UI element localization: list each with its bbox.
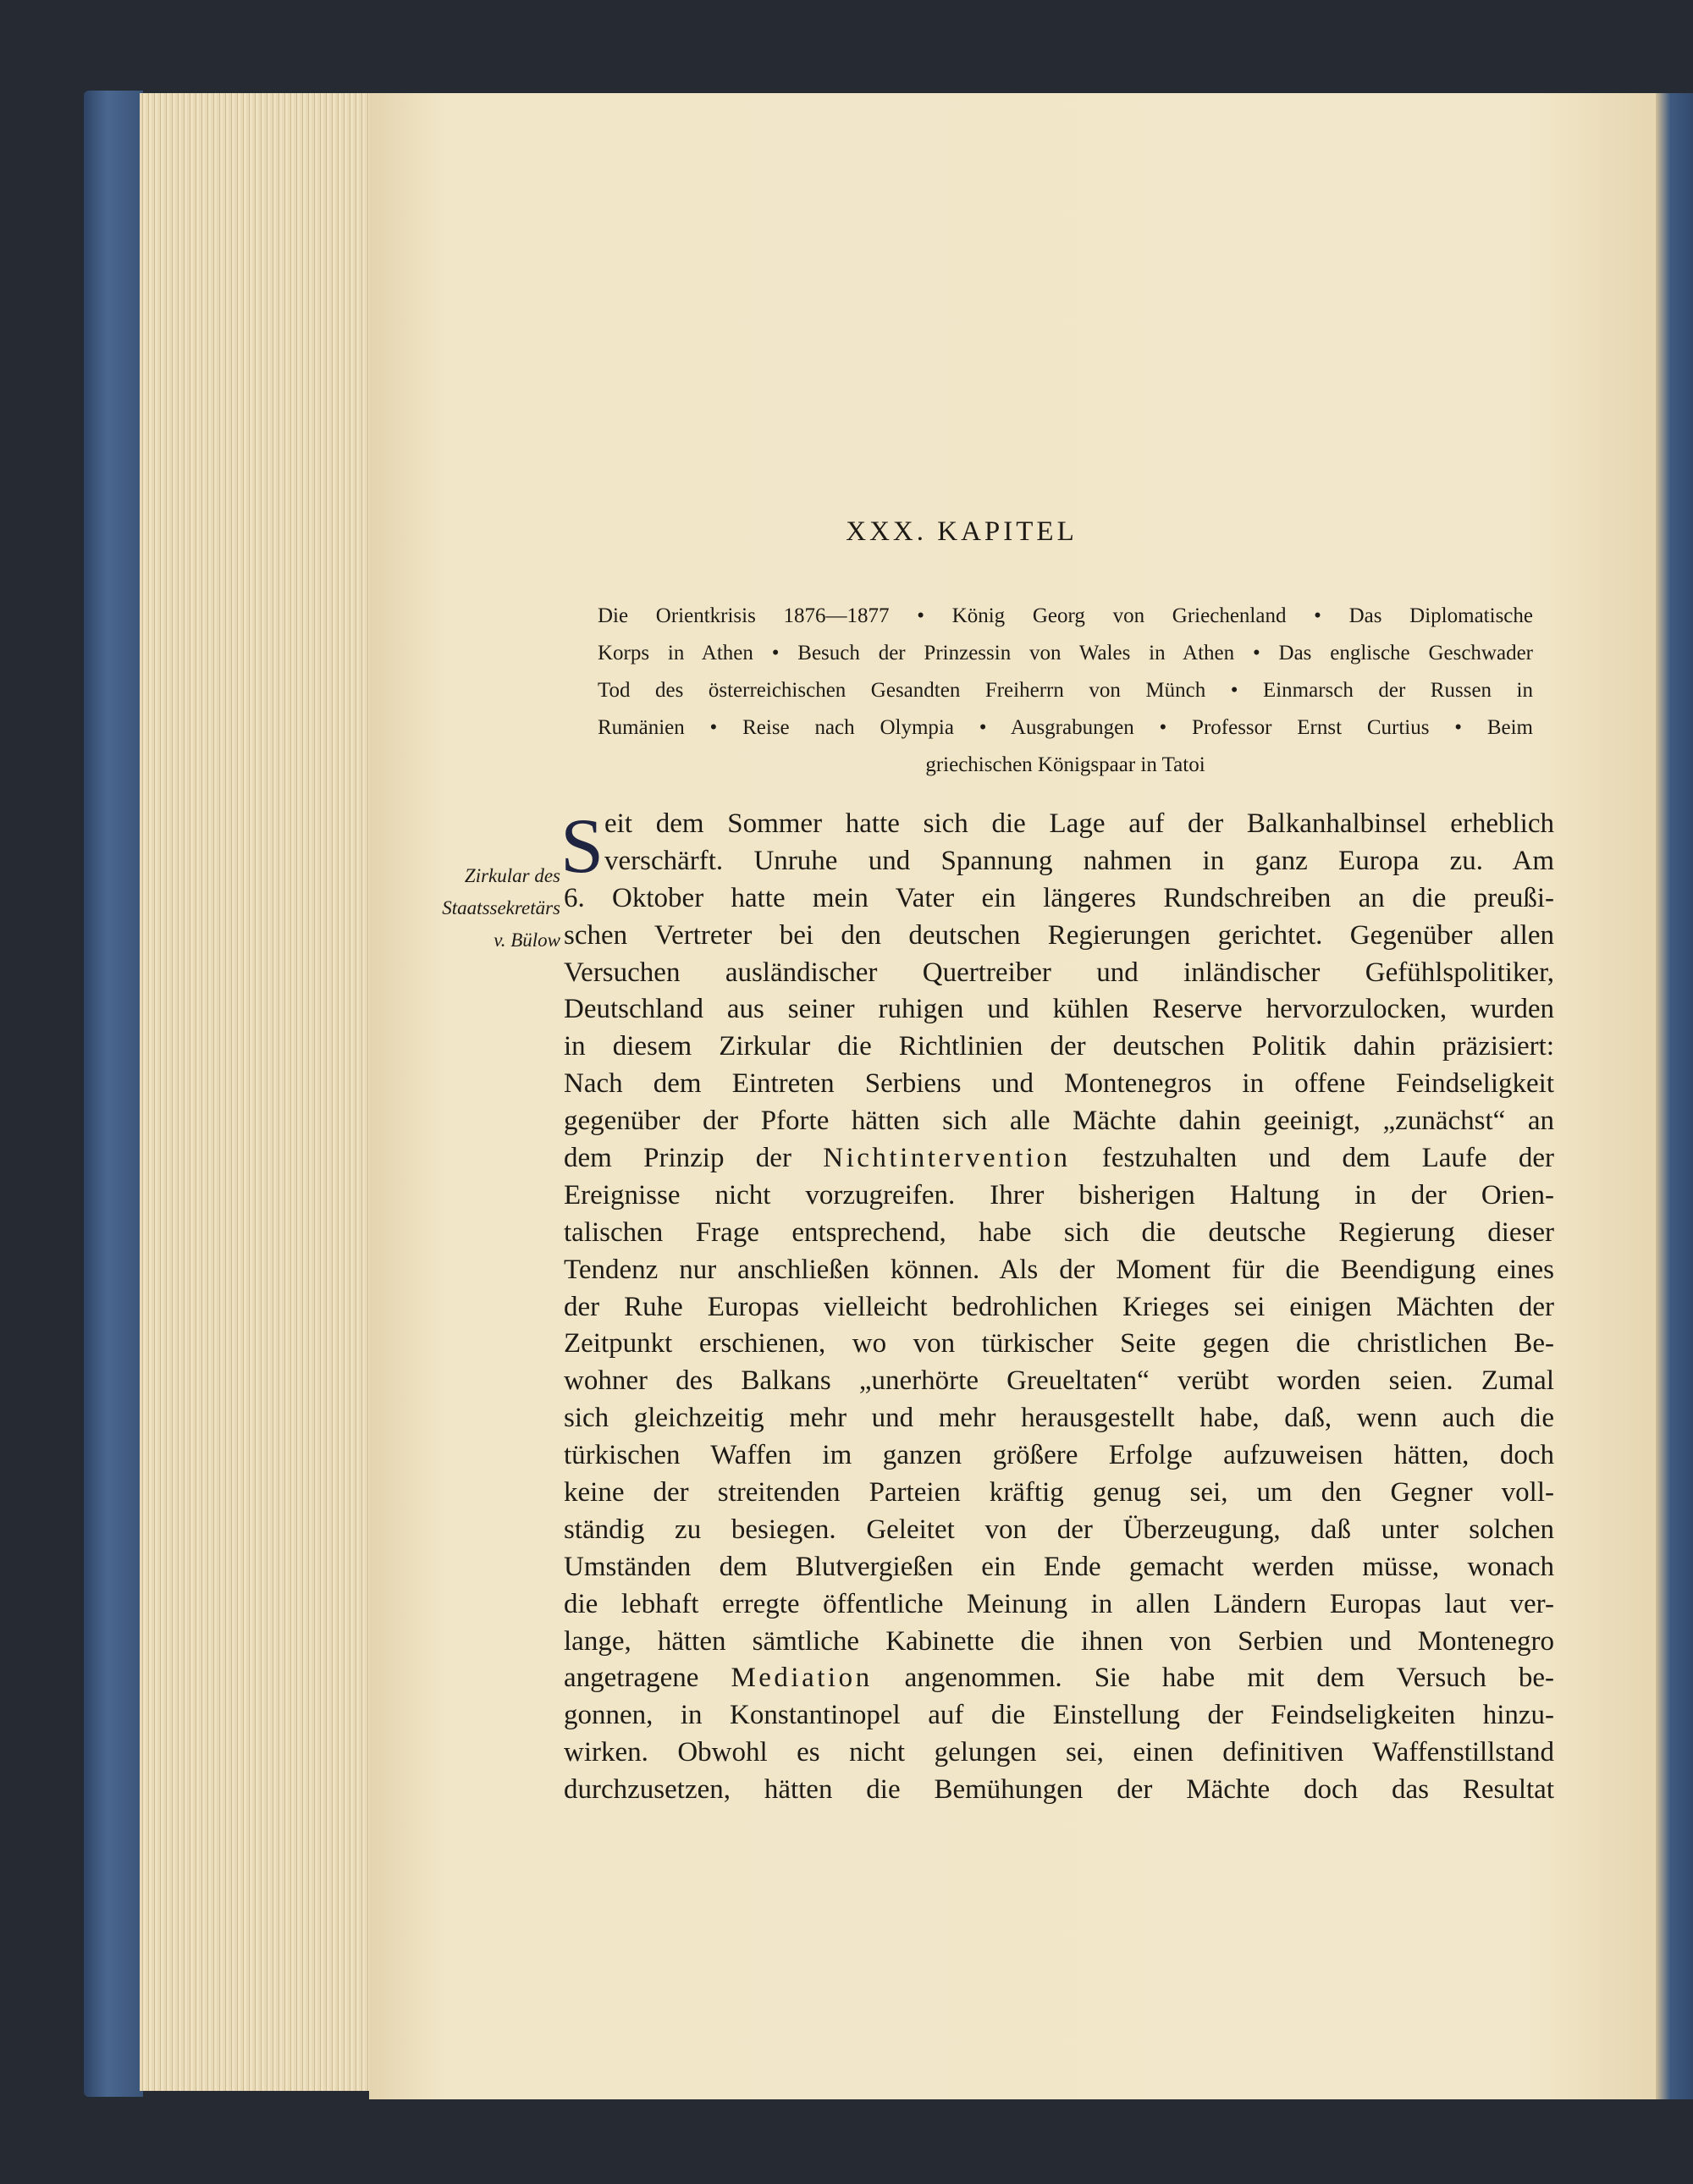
summary-line: Tod des österreichischen Gesandten Freiherrn von Münch • Einmarsch der Russen in	[598, 678, 1533, 702]
margin-note-line: Zirkular des	[464, 865, 560, 886]
line-text: talischen Frage entsprechend, habe sich die deutsche Regierung dieser	[564, 1216, 1554, 1248]
body-line	[564, 955, 1554, 992]
line-text: Umständen dem Blutvergießen ein Ende gemacht werden müsse, wonach	[564, 1551, 1554, 1582]
summary-line: Korps in Athen • Besuch der Prinzessin von Wales in Athen • Das englische Geschwader	[598, 641, 1533, 665]
line-text: angenommen. Sie habe mit dem Versuch be-	[872, 1663, 1554, 1694]
page-edges	[140, 93, 372, 2091]
body-line	[564, 1697, 1554, 1735]
body-line	[564, 1252, 1554, 1289]
body-line	[564, 1326, 1554, 1363]
body-line	[564, 1549, 1554, 1586]
chapter-title: XXX. KAPITEL	[846, 516, 1078, 547]
margin-note-line: Staatssekretärs	[442, 897, 560, 918]
line-text: Zeitpunkt erschienen, wo von türkischer Seite gegen die christlichen Be-	[564, 1328, 1554, 1359]
line-text: wirken. Obwohl es nicht gelungen sei, einen definitiven Waffenstillstand	[564, 1737, 1554, 1768]
line-text: Deutschland aus seiner ruhigen und kühlen Reserve hervorzulocken, wurden	[564, 994, 1554, 1025]
line-text: lange, hätten sämtliche Kabinette die ihnen von Serbien und Montenegro	[564, 1625, 1554, 1657]
body-line	[564, 1066, 1554, 1103]
spaced-emphasis: Nichtintervention	[823, 1143, 1071, 1174]
body-line	[564, 1512, 1554, 1549]
body-line	[564, 806, 1554, 843]
body-line	[564, 1735, 1554, 1772]
body-line	[564, 1215, 1554, 1252]
line-text: sich gleichzeitig mehr und mehr herausgestellt habe, daß, wenn auch die	[564, 1403, 1554, 1434]
body-line	[564, 1177, 1554, 1215]
body-line	[564, 1475, 1554, 1512]
line-text: ständig zu besiegen. Geleitet von der Überzeugung, daß unter solchen	[564, 1514, 1554, 1545]
body-line	[564, 1103, 1554, 1140]
body-line	[564, 918, 1554, 955]
body-line	[564, 1363, 1554, 1400]
body-line	[564, 1400, 1554, 1437]
summary-line: Die Orientkrisis 1876—1877 • König Georg von Griechenland • Das Diplomatische	[598, 604, 1533, 627]
drop-cap: S	[560, 802, 604, 889]
line-text: gegenüber der Pforte hätten sich alle Mächte dahin geeinigt, „zunächst“ an	[564, 1106, 1554, 1137]
line-text: Tendenz nur anschließen können. Als der Moment für die Beendigung eines	[564, 1254, 1554, 1285]
body-text	[560, 802, 1554, 1809]
line-text: der Ruhe Europas vielleicht bedrohlichen Krieges sei einigen Mächten der	[564, 1291, 1554, 1322]
line-text: eit dem Sommer hatte sich die Lage auf der Balkanhalbinsel erheblich	[604, 808, 1554, 839]
summary-line: griechischen Königspaar in Tatoi	[925, 753, 1205, 776]
book-cover-right	[1655, 93, 1693, 2099]
body-line	[564, 991, 1554, 1029]
spaced-emphasis: Mediation	[731, 1663, 873, 1694]
body-line	[564, 1140, 1554, 1177]
body-line	[564, 880, 1554, 918]
margin-note	[403, 860, 560, 957]
line-text: keine der streitenden Parteien kräftig genug sei, um den Gegner voll-	[564, 1477, 1554, 1508]
line-text: angetragene	[564, 1663, 731, 1694]
line-text: verschärft. Unruhe und Spannung nahmen in ganz Europa zu. Am	[604, 845, 1554, 876]
line-text: gonnen, in Konstantinopel auf die Einstellung der Feindseligkeiten hinzu-	[564, 1700, 1554, 1731]
book-page	[369, 93, 1656, 2099]
body-line	[564, 1586, 1554, 1624]
line-text: festzuhalten und dem Laufe der	[1070, 1143, 1554, 1174]
line-text: wohner des Balkans „unerhörte Greueltaten“ verübt worden seien. Zumal	[564, 1365, 1554, 1397]
line-text: Nach dem Eintreten Serbiens und Montenegros in offene Feindseligkeit	[564, 1068, 1554, 1100]
margin-note-line: v. Bülow	[494, 929, 560, 951]
line-text: die lebhaft erregte öffentliche Meinung in allen Ländern Europas laut ver-	[564, 1588, 1554, 1619]
body-line	[564, 1437, 1554, 1475]
line-text: Versuchen ausländischer Quertreiber und inländischer Gefühlspolitiker,	[564, 957, 1554, 988]
body-line	[564, 1289, 1554, 1326]
line-text: durchzusetzen, hätten die Bemühungen der Mächte doch das Resultat	[564, 1774, 1554, 1806]
body-line	[564, 843, 1554, 880]
line-text: dem Prinzip der	[564, 1143, 824, 1174]
body-line	[564, 1660, 1554, 1697]
book-cover-spine	[84, 91, 143, 2097]
line-text: in diesem Zirkular die Richtlinien der deutschen Politik dahin präzisiert:	[564, 1031, 1554, 1062]
summary-line: Rumänien • Reise nach Olympia • Ausgrabungen • Professor Ernst Curtius • Beim	[598, 715, 1533, 739]
body-line	[564, 1624, 1554, 1661]
line-text: schen Vertreter bei den deutschen Regierungen gerichtet. Gegenüber allen	[564, 919, 1554, 951]
line-text: Ereignisse nicht vorzugreifen. Ihrer bisherigen Haltung in der Orien-	[564, 1179, 1554, 1211]
line-text: 6. Oktober hatte mein Vater ein längeres Rundschreiben an die preußi-	[564, 882, 1554, 913]
body-line	[564, 1772, 1554, 1809]
body-line	[564, 1029, 1554, 1066]
line-text: türkischen Waffen im ganzen größere Erfolge aufzuweisen hätten, doch	[564, 1440, 1554, 1471]
chapter-summary	[598, 601, 1533, 786]
